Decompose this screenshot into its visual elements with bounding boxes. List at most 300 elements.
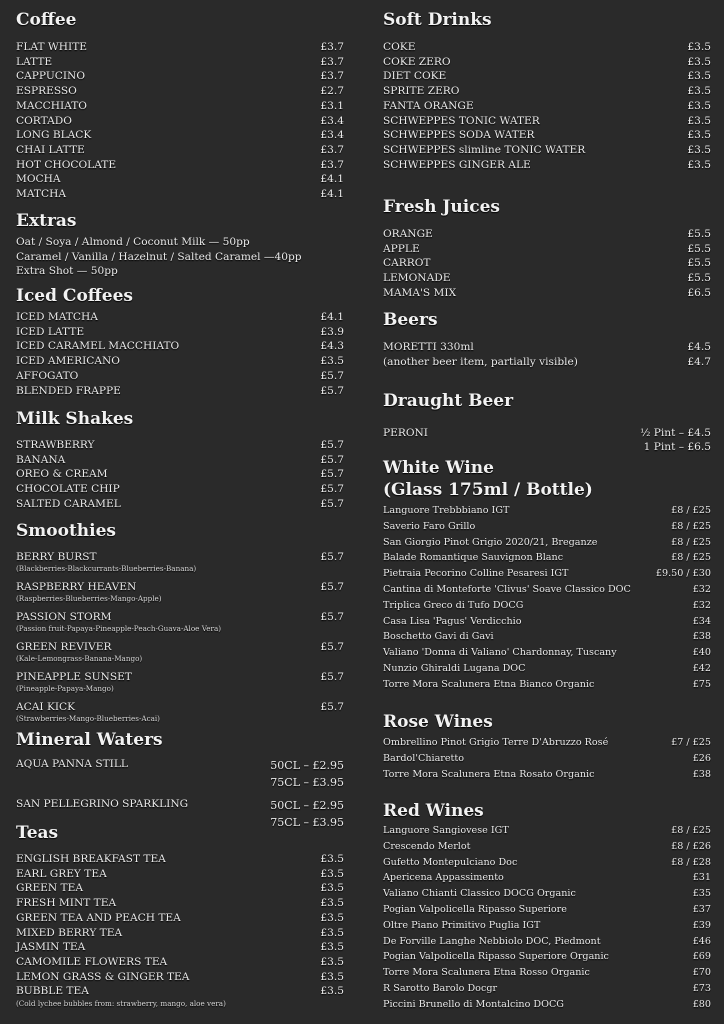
item-name: MATCHA bbox=[16, 188, 66, 201]
item-info bbox=[383, 997, 564, 1013]
item-price: £73 bbox=[692, 982, 711, 994]
menu-item bbox=[16, 99, 344, 114]
item-price: £3.5 bbox=[320, 355, 344, 368]
item-price: £3.5 bbox=[320, 955, 344, 968]
menu-item bbox=[16, 143, 344, 158]
item-info bbox=[383, 519, 475, 535]
item-info bbox=[16, 670, 132, 693]
item-name: Crescendo Merlot bbox=[383, 840, 471, 852]
item-description: (Strawberries-Mango-Blueberries-Acai) bbox=[16, 714, 160, 723]
menu-item bbox=[383, 870, 711, 886]
item-info bbox=[16, 797, 188, 812]
item-info bbox=[383, 934, 601, 950]
item-prices bbox=[270, 757, 344, 791]
item-price: £4.1 bbox=[320, 173, 344, 186]
item-price: £5.7 bbox=[320, 384, 344, 397]
section-title: Beers bbox=[383, 310, 438, 330]
menu-item bbox=[383, 997, 711, 1013]
item-info bbox=[383, 598, 523, 614]
item-price: £3.7 bbox=[320, 55, 344, 68]
item-price: £46 bbox=[692, 935, 711, 947]
item-name: PERONI bbox=[383, 427, 428, 439]
section-soft-drinks bbox=[383, 9, 711, 172]
item-info bbox=[383, 227, 433, 242]
item-price: £8 / £26 bbox=[671, 840, 711, 852]
item-name: Torre Mora Scalunera Etna Rosso Organic bbox=[383, 967, 590, 979]
section-title: Smoothies bbox=[16, 521, 116, 541]
item-name: MAMA'S MIX bbox=[383, 286, 457, 299]
item-price: 75CL – £3.95 bbox=[270, 816, 344, 829]
item-info bbox=[16, 482, 120, 497]
menu-item bbox=[16, 114, 344, 129]
item-price: £3.5 bbox=[687, 99, 711, 112]
item-info bbox=[383, 629, 494, 645]
menu-item bbox=[16, 369, 344, 384]
menu-item bbox=[16, 881, 344, 896]
item-name: Languore Trebbbiano IGT bbox=[383, 505, 510, 516]
item-price: £37 bbox=[692, 903, 711, 915]
menu-item bbox=[383, 242, 711, 257]
section-title: Teas bbox=[16, 823, 59, 843]
item-info bbox=[383, 69, 446, 84]
item-price: 1 Pint – £6.5 bbox=[643, 441, 711, 453]
item-price: £5.7 bbox=[320, 453, 344, 466]
item-name: Apericena Appassimento bbox=[383, 872, 504, 884]
section-iced-coffees bbox=[16, 285, 344, 398]
item-name: ESPRESSO bbox=[16, 85, 77, 98]
menu-item bbox=[16, 128, 344, 143]
item-info bbox=[16, 339, 179, 354]
item-info bbox=[383, 902, 567, 918]
item-name: GREEN REVIVER bbox=[16, 641, 112, 653]
menu-item bbox=[383, 855, 711, 871]
item-price: £5.7 bbox=[320, 497, 344, 510]
item-price: 75CL – £3.95 bbox=[270, 776, 344, 789]
item-info bbox=[383, 114, 540, 129]
item-info bbox=[383, 870, 504, 886]
item-price: ½ Pint – £4.5 bbox=[640, 427, 711, 439]
item-name: PASSION STORM bbox=[16, 611, 112, 623]
item-info bbox=[16, 497, 121, 512]
item-price: £70 bbox=[692, 967, 711, 979]
item-list bbox=[16, 310, 344, 398]
item-list bbox=[383, 823, 711, 1013]
item-description: (Pineapple-Papaya-Mango) bbox=[16, 684, 114, 693]
menu-item bbox=[383, 598, 711, 614]
item-list bbox=[16, 852, 344, 1008]
menu-item bbox=[16, 700, 344, 730]
item-info bbox=[16, 40, 87, 55]
item-price: £3.5 bbox=[687, 129, 711, 142]
item-info bbox=[16, 700, 160, 723]
menu-item bbox=[16, 984, 344, 1008]
item-price: £5.7 bbox=[320, 701, 344, 713]
item-info bbox=[383, 242, 420, 257]
item-price: 50CL – £2.95 bbox=[270, 799, 344, 812]
menu-item bbox=[16, 926, 344, 941]
menu-item bbox=[383, 981, 711, 997]
menu-item bbox=[383, 114, 711, 129]
item-price: £5.7 bbox=[320, 581, 344, 593]
item-name: ICED MATCHA bbox=[16, 311, 98, 323]
item-price: £3.5 bbox=[320, 882, 344, 895]
menu-item bbox=[383, 886, 711, 902]
item-info bbox=[16, 354, 120, 369]
item-price: £31 bbox=[692, 872, 711, 884]
section-draught-beer bbox=[383, 390, 711, 454]
item-price: £8 / £25 bbox=[671, 536, 711, 548]
menu-item bbox=[383, 535, 711, 551]
item-info bbox=[383, 582, 631, 598]
menu-item bbox=[383, 227, 711, 242]
item-name: Balade Romantique Sauvignon Blanc bbox=[383, 552, 564, 564]
menu-item bbox=[383, 839, 711, 855]
item-price: £4.1 bbox=[320, 188, 344, 201]
item-name: DIET COKE bbox=[383, 70, 447, 83]
item-info bbox=[16, 955, 167, 970]
item-price: £3.5 bbox=[687, 55, 711, 68]
item-name: PINEAPPLE SUNSET bbox=[16, 671, 132, 683]
item-info bbox=[16, 158, 116, 173]
item-list bbox=[383, 227, 711, 301]
item-info bbox=[16, 438, 95, 453]
item-name: Bardol'Chiaretto bbox=[383, 752, 465, 764]
item-name: BUBBLE TEA bbox=[16, 985, 89, 998]
menu-item bbox=[16, 497, 344, 512]
item-name: Ombrellino Pinot Grigio Terre D'Abruzzo Rosé bbox=[383, 737, 609, 748]
item-info bbox=[16, 984, 226, 1008]
item-name: STRAWBERRY bbox=[16, 439, 95, 451]
menu-item bbox=[383, 340, 711, 355]
menu-item bbox=[16, 438, 344, 453]
item-price: £3.5 bbox=[320, 853, 344, 865]
item-name: Pietraia Pecorino Colline Pesaresi IGT bbox=[383, 568, 569, 580]
item-price: £75 bbox=[692, 678, 711, 690]
item-name: OREO & CREAM bbox=[16, 468, 108, 481]
item-name: Pogian Valpolicella Ripasso Superiore bbox=[383, 903, 567, 915]
menu-item bbox=[16, 310, 344, 325]
menu-item bbox=[383, 256, 711, 271]
item-price: £40 bbox=[692, 647, 711, 659]
item-info bbox=[16, 55, 52, 70]
item-info bbox=[383, 735, 608, 751]
menu-item bbox=[16, 55, 344, 70]
item-price: £5.5 bbox=[687, 228, 711, 240]
menu-item bbox=[383, 271, 711, 286]
item-info bbox=[16, 114, 72, 129]
item-list bbox=[383, 503, 711, 693]
item-name: Piccini Brunello di Montalcino DOCG bbox=[383, 998, 564, 1010]
item-info bbox=[16, 384, 121, 399]
item-price: £8 / £25 bbox=[671, 552, 711, 564]
menu-item bbox=[383, 519, 711, 535]
section-title: Iced Coffees bbox=[16, 286, 133, 306]
item-info bbox=[383, 535, 597, 551]
item-price: £5.7 bbox=[320, 439, 344, 451]
item-price: £3.7 bbox=[320, 158, 344, 171]
item-price: £3.4 bbox=[320, 129, 344, 142]
menu-item bbox=[383, 751, 711, 767]
item-info bbox=[16, 640, 142, 663]
item-price: £5.5 bbox=[687, 242, 711, 255]
item-name: AFFOGATO bbox=[16, 369, 79, 382]
item-info bbox=[16, 911, 181, 926]
menu-item bbox=[383, 823, 711, 839]
item-name: ORANGE bbox=[383, 228, 433, 240]
menu-item bbox=[16, 580, 344, 610]
item-info bbox=[383, 158, 531, 173]
section-title: Rose Wines bbox=[383, 712, 493, 732]
item-name: Gufetto Montepulciano Doc bbox=[383, 856, 518, 868]
item-price: £3.7 bbox=[320, 70, 344, 83]
item-name: MACCHIATO bbox=[16, 99, 87, 112]
item-info bbox=[383, 128, 535, 143]
item-price: £3.5 bbox=[687, 114, 711, 127]
item-price: £3.1 bbox=[320, 99, 344, 112]
item-price: £9.50 / £30 bbox=[655, 568, 711, 580]
item-price: £34 bbox=[692, 615, 711, 627]
menu-item bbox=[16, 467, 344, 482]
item-info bbox=[16, 69, 85, 84]
extra-line: Oat / Soya / Almond / Coconut Milk — 50pp bbox=[16, 236, 250, 248]
menu-item bbox=[383, 566, 711, 582]
item-description: (Raspberries-Blueberries-Mango-Apple) bbox=[16, 594, 162, 603]
item-price: £8 / £25 bbox=[671, 505, 711, 516]
section-mineral-waters bbox=[16, 729, 344, 837]
item-price: £5.7 bbox=[320, 611, 344, 623]
item-price: £39 bbox=[692, 919, 711, 931]
item-price: £38 bbox=[692, 768, 711, 780]
item-name: LEMONADE bbox=[383, 272, 451, 285]
item-info bbox=[383, 645, 617, 661]
item-name: CAPPUCINO bbox=[16, 70, 85, 83]
item-price: £80 bbox=[692, 998, 711, 1010]
menu-item bbox=[383, 99, 711, 114]
item-description: (Passion fruit-Papaya-Pineapple-Peach-Guava-Aloe Vera) bbox=[16, 624, 222, 633]
section-title: Coffee bbox=[16, 10, 77, 30]
item-price: £3.5 bbox=[320, 867, 344, 880]
item-name: ACAI KICK bbox=[16, 701, 76, 713]
item-price: £4.3 bbox=[320, 340, 344, 353]
item-price: £4.1 bbox=[320, 311, 344, 323]
item-info bbox=[16, 926, 122, 941]
item-info bbox=[383, 550, 563, 566]
item-name: Pogian Valpolicella Ripasso Superiore Organic bbox=[383, 951, 609, 963]
section-coffee bbox=[16, 9, 344, 202]
item-info bbox=[383, 340, 474, 355]
item-info bbox=[16, 453, 65, 468]
item-info bbox=[383, 886, 576, 902]
item-name: ICED LATTE bbox=[16, 325, 85, 338]
item-name: Boschetto Gavi di Gavi bbox=[383, 631, 494, 643]
item-info bbox=[16, 187, 66, 202]
item-info bbox=[383, 677, 594, 693]
item-name: SALTED CARAMEL bbox=[16, 497, 121, 510]
item-name: GREEN TEA AND PEACH TEA bbox=[16, 911, 181, 924]
item-info bbox=[16, 881, 83, 896]
item-name: SCHWEPPES SODA WATER bbox=[383, 129, 535, 142]
item-name: Cantina di Monteforte 'Clivus' Soave Classico DOC bbox=[383, 583, 631, 595]
item-name: Triplica Greco di Tufo DOCG bbox=[383, 599, 524, 611]
item-name: De Forville Langhe Nebbiolo DOC, Piedmont bbox=[383, 935, 601, 947]
menu-item bbox=[383, 767, 711, 783]
item-name: LATTE bbox=[16, 55, 53, 68]
item-name: Oltre Piano Primitivo Puglia IGT bbox=[383, 919, 541, 931]
item-info bbox=[383, 55, 451, 70]
item-list bbox=[383, 426, 711, 454]
menu-item bbox=[383, 965, 711, 981]
menu-item bbox=[383, 158, 711, 173]
item-name: CARROT bbox=[383, 257, 431, 270]
item-info bbox=[16, 580, 162, 603]
item-info bbox=[383, 614, 522, 630]
item-price: £5.7 bbox=[320, 671, 344, 683]
item-info bbox=[16, 896, 116, 911]
menu-item bbox=[383, 629, 711, 645]
menu-item bbox=[383, 645, 711, 661]
item-info bbox=[16, 310, 98, 325]
item-price: £3.5 bbox=[687, 158, 711, 171]
item-name: APPLE bbox=[383, 242, 420, 255]
section-subtitle: (Glass 175ml / Bottle) bbox=[383, 480, 593, 500]
item-name: Valiano 'Donna di Valiano' Chardonnay, Tuscany bbox=[383, 647, 617, 659]
item-name: ICED AMERICANO bbox=[16, 355, 120, 368]
item-info bbox=[383, 823, 509, 839]
menu-item bbox=[16, 852, 344, 867]
item-price: £26 bbox=[692, 752, 711, 764]
item-info bbox=[16, 867, 107, 882]
menu-item bbox=[16, 187, 344, 202]
menu-item bbox=[383, 735, 711, 751]
menu-item bbox=[16, 940, 344, 955]
item-price: £3.5 bbox=[320, 941, 344, 954]
menu-item bbox=[383, 426, 711, 454]
item-name: BLENDED FRAPPE bbox=[16, 384, 121, 397]
menu-item bbox=[16, 453, 344, 468]
menu-item bbox=[16, 84, 344, 99]
section-title: Soft Drinks bbox=[383, 10, 492, 30]
item-prices bbox=[640, 426, 711, 454]
menu-item bbox=[383, 934, 711, 950]
section-beers bbox=[383, 309, 711, 369]
section-extras bbox=[16, 210, 356, 279]
section-title: Draught Beer bbox=[383, 391, 514, 411]
item-info bbox=[383, 949, 609, 965]
item-info bbox=[16, 99, 87, 114]
item-name: (another beer item, partially visible) bbox=[383, 355, 578, 368]
section-teas bbox=[16, 822, 344, 1008]
menu-item bbox=[16, 482, 344, 497]
item-name: ICED CARAMEL MACCHIATO bbox=[16, 340, 180, 353]
menu-item bbox=[383, 128, 711, 143]
item-name: AQUA PANNA STILL bbox=[16, 758, 128, 770]
item-price: £3.7 bbox=[320, 41, 344, 53]
item-name: RASPBERRY HEAVEN bbox=[16, 581, 137, 593]
item-name: ENGLISH BREAKFAST TEA bbox=[16, 853, 166, 865]
item-price: £3.5 bbox=[320, 985, 344, 998]
item-info bbox=[383, 355, 578, 370]
item-name: EARL GREY TEA bbox=[16, 867, 107, 880]
menu-item bbox=[16, 354, 344, 369]
item-info bbox=[383, 965, 590, 981]
item-name: BERRY BURST bbox=[16, 551, 97, 563]
section-title: White Wine bbox=[383, 458, 494, 478]
item-info bbox=[383, 503, 509, 519]
item-info bbox=[383, 99, 474, 114]
item-price: £5.7 bbox=[320, 551, 344, 563]
extra-line: Extra Shot — 50pp bbox=[16, 265, 118, 278]
item-name: BANANA bbox=[16, 453, 66, 466]
item-name: CHOCOLATE CHIP bbox=[16, 483, 120, 496]
item-info bbox=[383, 918, 540, 934]
menu-item bbox=[383, 143, 711, 158]
item-name: MORETTI 330ml bbox=[383, 341, 474, 353]
menu-item bbox=[16, 867, 344, 882]
item-price: £3.5 bbox=[687, 70, 711, 83]
item-name: Saverio Faro Grillo bbox=[383, 520, 476, 532]
item-price: £4.5 bbox=[687, 341, 711, 353]
section-title: Mineral Waters bbox=[16, 730, 163, 750]
item-info bbox=[16, 940, 85, 955]
item-name: MIXED BERRY TEA bbox=[16, 926, 123, 939]
item-price: £8 / £25 bbox=[671, 520, 711, 532]
item-info bbox=[383, 286, 456, 301]
section-title: Milk Shakes bbox=[16, 409, 134, 429]
section-title: Red Wines bbox=[383, 801, 484, 821]
item-info bbox=[383, 855, 517, 871]
item-name: Torre Mora Scalunera Etna Bianco Organic bbox=[383, 678, 595, 690]
menu-item bbox=[16, 640, 344, 670]
item-name: JASMIN TEA bbox=[16, 941, 86, 954]
item-name: Valiano Chianti Classico DOCG Organic bbox=[383, 888, 576, 900]
item-price: £3.5 bbox=[687, 143, 711, 156]
extras-list bbox=[16, 235, 356, 279]
item-name: SPRITE ZERO bbox=[383, 85, 460, 98]
item-info bbox=[383, 839, 471, 855]
item-list bbox=[383, 735, 711, 782]
menu-item bbox=[383, 902, 711, 918]
item-price: £32 bbox=[692, 599, 711, 611]
item-price: £5.7 bbox=[320, 468, 344, 481]
menu-item bbox=[16, 550, 344, 580]
item-info bbox=[383, 661, 526, 677]
item-name: LEMON GRASS & GINGER TEA bbox=[16, 970, 190, 983]
item-price: £8 / £25 bbox=[671, 825, 711, 836]
menu-item bbox=[383, 582, 711, 598]
item-info bbox=[383, 84, 459, 99]
item-info bbox=[383, 751, 464, 767]
item-name: COKE ZERO bbox=[383, 55, 451, 68]
item-info bbox=[16, 84, 77, 99]
item-name: CAMOMILE FLOWERS TEA bbox=[16, 955, 168, 968]
item-info bbox=[16, 128, 91, 143]
item-info bbox=[383, 143, 585, 158]
item-price: £69 bbox=[692, 951, 711, 963]
item-price: £5.7 bbox=[320, 369, 344, 382]
item-name: FANTA ORANGE bbox=[383, 99, 474, 112]
item-info bbox=[16, 550, 196, 573]
item-price: £5.5 bbox=[687, 257, 711, 270]
menu-item bbox=[383, 84, 711, 99]
menu-item bbox=[16, 757, 344, 797]
menu-item bbox=[16, 40, 344, 55]
item-price: £3.5 bbox=[320, 897, 344, 910]
item-info bbox=[16, 852, 166, 867]
item-info bbox=[16, 325, 84, 340]
menu-item bbox=[16, 955, 344, 970]
item-name: FRESH MINT TEA bbox=[16, 897, 117, 910]
item-info bbox=[16, 757, 128, 772]
